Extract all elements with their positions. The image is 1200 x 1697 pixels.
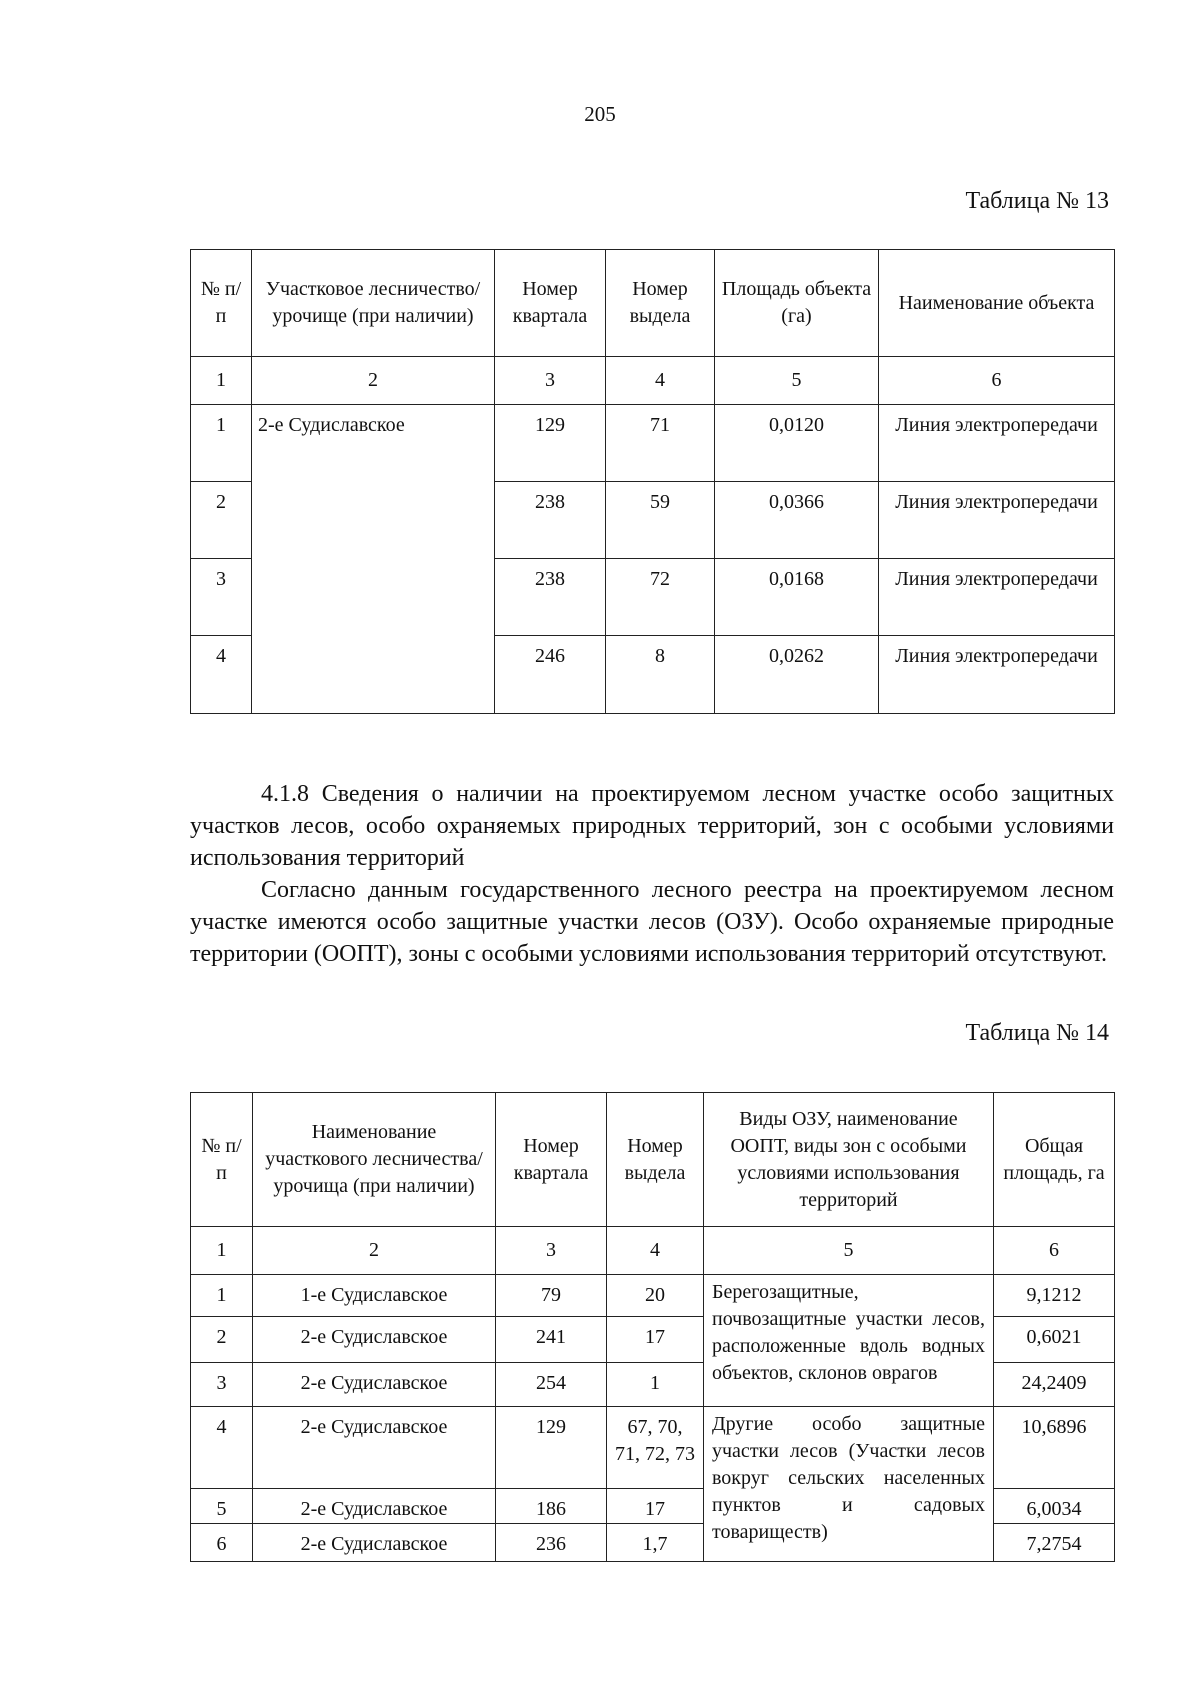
row-number-cell: 4 xyxy=(191,636,252,714)
row-number-cell: 2 xyxy=(191,1317,253,1363)
page-number: 205 xyxy=(584,102,616,126)
vydel-cell: 59 xyxy=(606,482,715,559)
area-cell: 10,6896 xyxy=(994,1407,1115,1489)
table-13-caption: Таблица № 13 xyxy=(965,188,1109,214)
column-number-cell: 6 xyxy=(879,357,1115,405)
forestry-cell: 2-е Судиславское xyxy=(253,1317,496,1363)
header-cell: Участковое лесничество/урочище (при наличии) xyxy=(252,250,495,357)
vydel-cell: 1,7 xyxy=(607,1524,704,1562)
kvartal-cell: 236 xyxy=(496,1524,607,1562)
table-13-column-numbers-row xyxy=(191,357,1115,405)
area-cell: 0,0366 xyxy=(715,482,879,559)
row-number-cell: 1 xyxy=(191,1275,253,1317)
forestry-cell: 2-е Судиславское xyxy=(253,1489,496,1524)
vydel-cell: 17 xyxy=(607,1317,704,1363)
column-number-cell: 4 xyxy=(606,357,715,405)
section-heading: 4.1.8 Сведения о наличии на проектируемом лесном участке особо защитных участков лесов, особо охраняемых природных территорий, зон с особыми условиями использования территорий xyxy=(190,781,1114,871)
header-cell: Наименование участкового лесничества/урочища (при наличии) xyxy=(253,1093,496,1227)
table-14-column-numbers-row xyxy=(191,1227,1115,1275)
row-number-cell: 6 xyxy=(191,1524,253,1562)
row-number-cell: 1 xyxy=(191,405,252,482)
forestry-cell: 2-е Судиславское xyxy=(253,1407,496,1489)
section-body: Согласно данным государственного лесного реестра на проектируемом лесном участке имеются особо защитные участки лесов (ОЗУ). Особо охраняемые природные территории (ООПТ), зоны с особыми условиями использования территорий отсутствуют. xyxy=(190,877,1114,967)
header-cell: № п/п xyxy=(191,250,252,357)
area-cell: 7,2754 xyxy=(994,1524,1115,1562)
table-14 xyxy=(190,1092,1115,1562)
vydel-cell: 8 xyxy=(606,636,715,714)
table-row xyxy=(191,405,1115,482)
column-number-cell: 6 xyxy=(994,1227,1115,1275)
table-row xyxy=(191,1275,1115,1317)
header-cell: Номер квартала xyxy=(495,250,606,357)
column-number-cell: 3 xyxy=(495,357,606,405)
header-cell: Площадь объекта (га) xyxy=(715,250,879,357)
object-cell: Линия электропередачи xyxy=(879,405,1115,482)
kvartal-cell: 186 xyxy=(496,1489,607,1524)
ozu-type-cell: Другие особо защитные участки лесов (Участки лесов вокруг сельских населенных пунктов и садовых товариществ) xyxy=(704,1407,994,1562)
object-cell: Линия электропередачи xyxy=(879,559,1115,636)
header-cell: Общая площадь, га xyxy=(994,1093,1115,1227)
area-cell: 0,0120 xyxy=(715,405,879,482)
forestry-cell: 2-е Судиславское xyxy=(253,1363,496,1407)
row-number-cell: 4 xyxy=(191,1407,253,1489)
column-number-cell: 1 xyxy=(191,357,252,405)
area-cell: 9,1212 xyxy=(994,1275,1115,1317)
header-cell: Номер выдела xyxy=(606,250,715,357)
kvartal-cell: 254 xyxy=(496,1363,607,1407)
column-number-cell: 3 xyxy=(496,1227,607,1275)
object-cell: Линия электропередачи xyxy=(879,482,1115,559)
header-cell: Наименование объекта xyxy=(879,250,1115,357)
ozu-type-cell: Берегозащитные, почвозащитные участки лесов, расположенные вдоль водных объектов, склонов оврагов xyxy=(704,1275,994,1407)
section-text xyxy=(190,778,1114,970)
vydel-cell: 71 xyxy=(606,405,715,482)
forestry-cell: 1-е Судиславское xyxy=(253,1275,496,1317)
area-cell: 0,0168 xyxy=(715,559,879,636)
table-13 xyxy=(190,249,1115,714)
column-number-cell: 1 xyxy=(191,1227,253,1275)
row-number-cell: 2 xyxy=(191,482,252,559)
column-number-cell: 2 xyxy=(252,357,495,405)
header-cell: Виды ОЗУ, наименование ООПТ, виды зон с особыми условиями использования территорий xyxy=(704,1093,994,1227)
header-cell: Номер выдела xyxy=(607,1093,704,1227)
row-number-cell: 5 xyxy=(191,1489,253,1524)
column-number-cell: 5 xyxy=(715,357,879,405)
area-cell: 6,0034 xyxy=(994,1489,1115,1524)
vydel-cell: 20 xyxy=(607,1275,704,1317)
table-14-header-row xyxy=(191,1093,1115,1227)
forestry-cell: 2-е Судиславское xyxy=(252,405,495,714)
kvartal-cell: 238 xyxy=(495,482,606,559)
kvartal-cell: 129 xyxy=(495,405,606,482)
table-row xyxy=(191,1407,1115,1489)
column-number-cell: 4 xyxy=(607,1227,704,1275)
vydel-cell: 72 xyxy=(606,559,715,636)
column-number-cell: 5 xyxy=(704,1227,994,1275)
vydel-cell: 17 xyxy=(607,1489,704,1524)
vydel-cell: 67, 70, 71, 72, 73 xyxy=(607,1407,704,1489)
row-number-cell: 3 xyxy=(191,1363,253,1407)
row-number-cell: 3 xyxy=(191,559,252,636)
table-14-caption: Таблица № 14 xyxy=(965,1020,1109,1046)
vydel-cell: 1 xyxy=(607,1363,704,1407)
forestry-cell: 2-е Судиславское xyxy=(253,1524,496,1562)
area-cell: 0,0262 xyxy=(715,636,879,714)
kvartal-cell: 238 xyxy=(495,559,606,636)
table-13-header-row xyxy=(191,250,1115,357)
area-cell: 24,2409 xyxy=(994,1363,1115,1407)
kvartal-cell: 129 xyxy=(496,1407,607,1489)
kvartal-cell: 79 xyxy=(496,1275,607,1317)
header-cell: № п/п xyxy=(191,1093,253,1227)
kvartal-cell: 246 xyxy=(495,636,606,714)
header-cell: Номер квартала xyxy=(496,1093,607,1227)
object-cell: Линия электропередачи xyxy=(879,636,1115,714)
kvartal-cell: 241 xyxy=(496,1317,607,1363)
column-number-cell: 2 xyxy=(253,1227,496,1275)
area-cell: 0,6021 xyxy=(994,1317,1115,1363)
